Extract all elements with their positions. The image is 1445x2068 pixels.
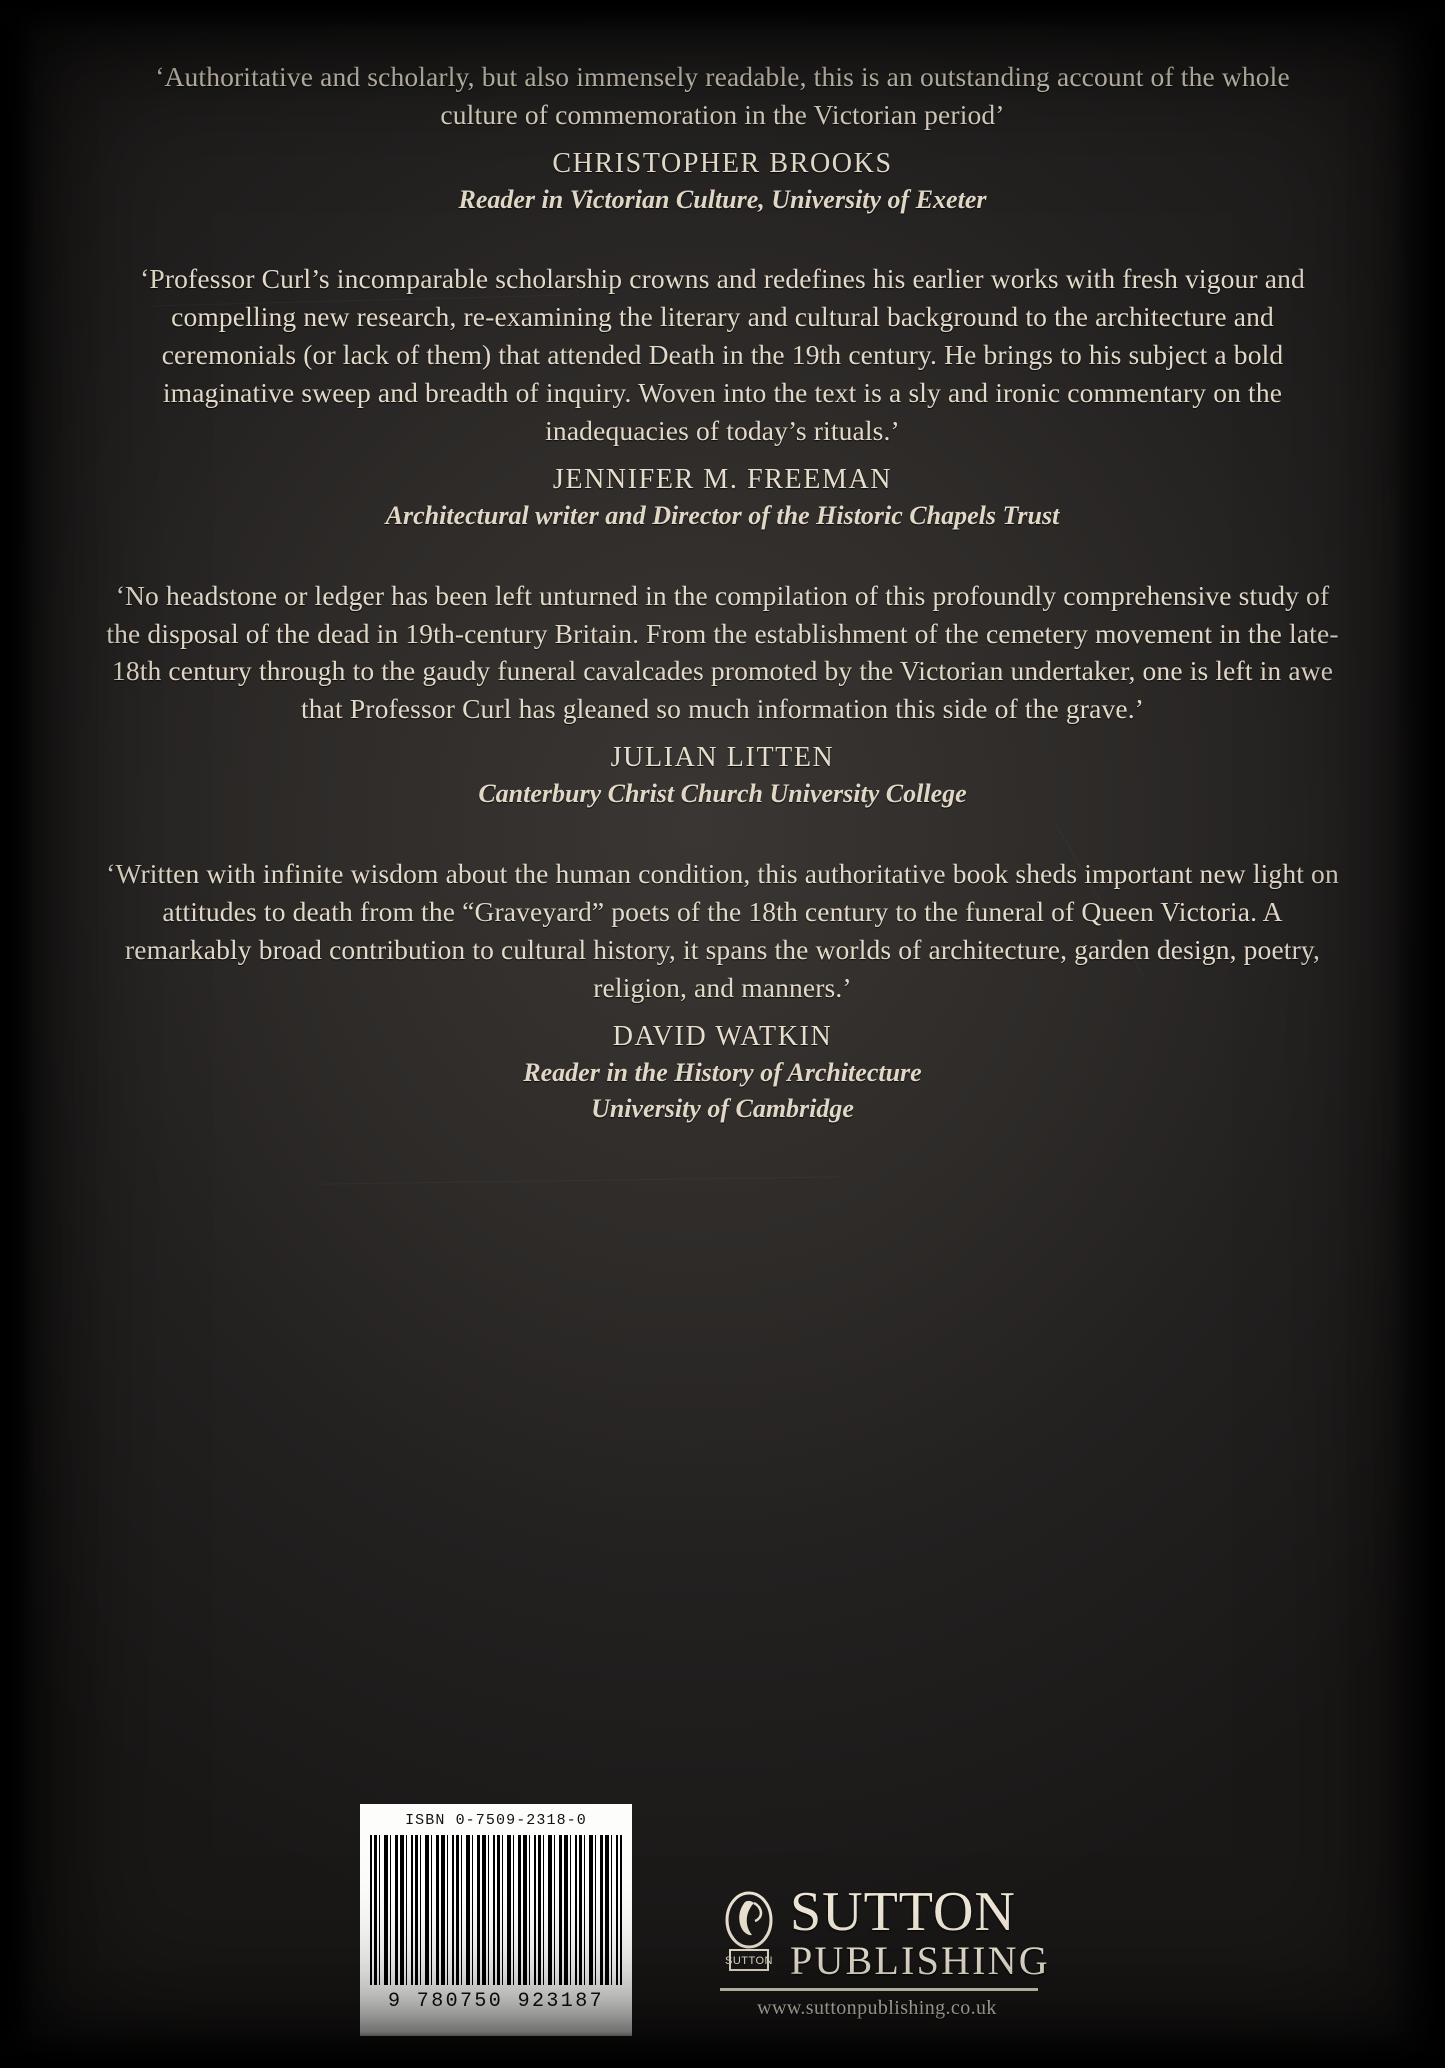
blurb-quote: ‘Professor Curl’s incomparable scholarship crowns and redefines his earlier works with fresh vigour and compelling new research, re-examining the literary and cultural background to the architecture and ceremonials (or lack of them) that attended Death in the 19th century. He brings to his subject a bold imaginative sweep and breadth of inquiry. Woven into the text is a sly and ironic commentary on the inadequacies of today’s rituals.’: [140, 263, 1305, 447]
blurb-attribution: [96, 464, 1349, 533]
blurb-2: [96, 260, 1349, 532]
publisher-name-line2: PUBLISHING: [790, 1938, 1050, 1983]
sutton-swan-icon: [718, 1886, 780, 1978]
blurb-3: [96, 577, 1349, 811]
blurb-quote: ‘Authoritative and scholarly, but also immensely readable, this is an outstanding account of the whole culture of commemoration in the Victorian period’: [155, 61, 1290, 130]
blurb-quote: ‘Written with infinite wisdom about the human condition, this authoritative book sheds important new light on attitudes to death from the “Graveyard” poets of the 18th century to the funeral of Queen Victoria. A remarkably broad contribution to cultural history, it spans the worlds of architecture, garden design, poetry, religion, and manners.’: [106, 857, 1339, 1003]
blurb-attribution: [96, 1021, 1349, 1126]
blurb-1: [96, 58, 1349, 216]
barcode-digits: 9 780750 923187: [387, 1990, 605, 2013]
blurb-author-role: Reader in the History of Architecture: [523, 1057, 922, 1087]
blurb-author-name: CHRISTOPHER BROOKS: [552, 147, 893, 179]
cover-edge-top: [0, 0, 1445, 30]
blurb-author-affiliation: University of Cambridge: [591, 1094, 854, 1124]
publisher-row: [718, 1880, 1050, 1983]
barcode: [360, 1804, 632, 2036]
isbn-label: ISBN 0-7509-2318-0: [405, 1812, 587, 1829]
publisher-url: www.suttonpublishing.co.uk: [757, 1997, 997, 2019]
publisher-divider: [720, 1988, 1038, 1991]
barcode-bars: [370, 1835, 622, 1985]
cover-edge-left: [0, 0, 34, 2068]
cover-edge-bottom: [0, 2032, 1445, 2068]
cover-edge-right: [1393, 0, 1445, 2068]
blurb-author-role: Canterbury Christ Church University College: [478, 779, 967, 809]
svg-text:SUTTON: SUTTON: [724, 1954, 774, 1967]
blurb-attribution: [96, 148, 1349, 217]
blurb-author-role: Reader in Victorian Culture, University of Exeter: [458, 184, 987, 214]
surface-scuff: [320, 1176, 840, 1184]
blurb-attribution: [96, 742, 1349, 811]
blurb-author-name: JULIAN LITTEN: [610, 742, 835, 774]
publisher-name-line1: SUTTON: [790, 1880, 1016, 1943]
blurb-quote: ‘No headstone or ledger has been left unturned in the compilation of this profoundly comprehensive study of the disposal of the dead in 19th-century Britain. From the establishment of the cemetery movement in the late-18th century through to the gaudy funeral cavalcades promoted by the Victorian undertaker, one is left in awe that Professor Curl has gleaned so much information this side of the grave.’: [106, 579, 1339, 725]
blurb-author-name: JENNIFER M. FREEMAN: [552, 464, 893, 496]
blurb-4: [96, 855, 1349, 1126]
cover-footer: [0, 1768, 1445, 2068]
publisher-logo-block: [718, 1880, 1050, 2020]
blurb-author-role: Architectural writer and Director of the Historic Chapels Trust: [385, 501, 1060, 531]
blurb-author-name: DAVID WATKIN: [612, 1020, 833, 1052]
publisher-name: [790, 1880, 1050, 1983]
